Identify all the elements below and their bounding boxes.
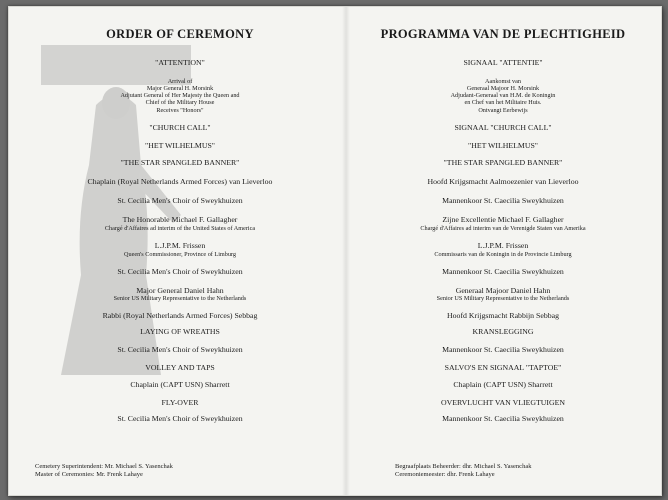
ceremony-item-text: Zijne Excellentie Michael F. Gallagher [442, 214, 564, 224]
ceremony-item-subtext: Aankomst van [485, 77, 521, 85]
ceremony-item-text: VOLLEY AND TAPS [145, 362, 215, 372]
ceremony-item-text: St. Cecilia Men's Choir of Sweykhuizen [117, 196, 243, 205]
ceremony-item [21, 159, 339, 168]
ceremony-item-text: "ATTENTION" [155, 58, 205, 67]
ceremony-item-text: L.J.P.M. Frissen [154, 240, 206, 250]
ceremony-item [353, 78, 653, 114]
ceremony-item-text: SIGNAAL "CHURCH CALL" [454, 122, 552, 132]
ceremony-item-subtext: Queen's Commissioner, Province of Limburg [124, 250, 236, 258]
ceremony-item-text: St. Cecilia Men's Choir of Sweykhuizen [117, 414, 243, 424]
ceremony-item [21, 312, 339, 321]
ceremony-item-text: SIGNAAL "ATTENTIE" [463, 58, 543, 67]
left-footer [35, 463, 173, 479]
ceremony-item-subtext: Receives "Honors" [156, 106, 204, 114]
ceremony-item-text: L.J.P.M. Frissen [477, 240, 529, 250]
ceremony-item-subtext: Senior US Military Representative to the Netherlands [436, 295, 570, 303]
right-page [353, 7, 653, 495]
ceremony-item [21, 415, 339, 424]
ceremoniemeester-line: Ceremoniemeester: dhr. Frenk Lahaye [395, 471, 495, 478]
ceremony-item [353, 178, 653, 187]
ceremony-item-text: Mannenkoor St. Caecilia Sweykhuizen [442, 266, 564, 276]
ceremony-item [21, 381, 339, 390]
right-footer [395, 463, 531, 479]
ceremony-item-text: Chaplain (Royal Netherlands Armed Forces) van Lieverloo [87, 177, 273, 187]
ceremony-item-text: OVERVLUCHT VAN VLIEGTUIGEN [441, 397, 565, 407]
ceremony-item [353, 346, 653, 355]
ceremony-item [21, 197, 339, 206]
programma-title: PROGRAMMA VAN DE PLECHTIGHEID [380, 27, 626, 41]
ceremony-item [21, 142, 339, 151]
ceremony-item-subtext: Major General H. Morsink [146, 85, 214, 92]
ceremony-item-text: KRANSLEGGING [472, 327, 534, 337]
left-page [21, 7, 339, 495]
ceremony-item [353, 124, 653, 133]
ceremony-item-text: St. Cecilia Men's Choir of Sweykhuizen [117, 266, 243, 276]
ceremony-item-text: Generaal Majoor Daniel Hahn [455, 285, 551, 295]
ceremony-item-text: Mannenkoor St. Caecilia Sweykhuizen [442, 196, 564, 205]
ceremony-item [353, 415, 653, 424]
ceremony-item [353, 328, 653, 337]
ceremony-item-subtext: Chargé d'Affaires ad interim van de Verenigde Staten van Amerika [420, 224, 586, 232]
ceremony-item [353, 59, 653, 68]
cemetery-superintendent-line: Cemetery Superintendent: Mr. Michael S. Yasenchak [35, 463, 173, 470]
ceremony-item [21, 178, 339, 187]
left-ceremony-list [21, 59, 339, 424]
ceremony-item-text: Hoofd Krijgsmacht Rabbijn Sebbag [447, 310, 559, 320]
ceremony-item [353, 242, 653, 258]
ceremony-item-text: Hoofd Krijgsmacht Aalmoezenier van Lieverloo [427, 177, 579, 187]
program-spread [8, 6, 662, 496]
ceremony-item [353, 142, 653, 151]
ceremony-item-text: "THE STAR SPANGLED BANNER" [120, 158, 240, 168]
master-of-ceremonies-line: Master of Ceremonies: Mr. Frenk Lahaye [35, 471, 143, 478]
ceremony-item [353, 287, 653, 303]
ceremony-item-text: Chaplain (CAPT USN) Sharrett [130, 379, 230, 389]
ceremony-item-text: Major General Daniel Hahn [136, 285, 224, 295]
ceremony-item-subtext: Arrival of [167, 77, 193, 85]
ceremony-item-text: Mannenkoor St. Caecilia Sweykhuizen [442, 414, 564, 424]
ceremony-item [21, 287, 339, 303]
ceremony-item [353, 364, 653, 373]
ceremony-item-subtext: Adjutant General of Her Majesty the Queen and [120, 92, 240, 100]
order-of-ceremony-title: ORDER OF CEREMONY [106, 27, 254, 41]
begraafplaats-beheerder-line: Begraafplaats Beheerder: dhr. Michael S. Yasenchak [395, 463, 532, 470]
ceremony-item-subtext: Adjudant-Generaal van H.M. de Koningin [450, 92, 556, 100]
ceremony-item-subtext: Senior US Military Representative to the Netherlands [113, 295, 247, 303]
ceremony-item-text: "HET WILHELMUS" [468, 140, 538, 150]
ceremony-item [353, 159, 653, 168]
ceremony-item [353, 399, 653, 408]
ceremony-item [353, 216, 653, 232]
ceremony-item-text: Chaplain (CAPT USN) Sharrett [453, 379, 553, 389]
ceremony-item [21, 124, 339, 133]
right-ceremony-list [353, 59, 653, 424]
ceremony-item [21, 399, 339, 408]
ceremony-item [21, 268, 339, 277]
ceremony-item-subtext: Commissaris van de Koningin in de Provincie Limburg [434, 250, 572, 258]
ceremony-item-subtext: Ontvangt Eerbewijs [478, 106, 528, 114]
ceremony-item [21, 216, 339, 232]
ceremony-item-text: FLY-OVER [161, 397, 199, 407]
ceremony-item-subtext: Chargé d'Affaires ad interim of the United States of America [104, 224, 256, 232]
ceremony-item-text: "THE STAR SPANGLED BANNER" [443, 158, 563, 168]
ceremony-item [21, 59, 339, 68]
ceremony-item-text: LAYING OF WREATHS [140, 327, 220, 337]
ceremony-item-subtext: en Chef van het Militaire Huis. [464, 99, 542, 107]
ceremony-item-text: "HET WILHELMUS" [145, 140, 215, 150]
ceremony-item-text: SALVO'S EN SIGNAAL "TAPTOE" [444, 362, 562, 372]
ceremony-item [21, 242, 339, 258]
ceremony-item-subtext: Chief of the Military House [145, 99, 215, 107]
ceremony-item [353, 197, 653, 206]
ceremony-item-text: Rabbi (Royal Netherlands Armed Forces) Sebbag [102, 310, 258, 320]
ceremony-item [21, 364, 339, 373]
ceremony-item-text: Mannenkoor St. Caecilia Sweykhuizen [442, 345, 564, 355]
ceremony-item-text: St. Cecilia Men's Choir of Sweykhuizen [117, 345, 243, 355]
ceremony-item-subtext: Generaal Majoor H. Morsink [466, 85, 540, 92]
ceremony-item [21, 328, 339, 337]
center-fold [342, 7, 350, 495]
ceremony-item-text: The Honorable Michael F. Gallagher [122, 214, 238, 224]
ceremony-item [353, 312, 653, 321]
ceremony-item [353, 381, 653, 390]
ceremony-item [21, 346, 339, 355]
ceremony-item [21, 78, 339, 114]
ceremony-item [353, 268, 653, 277]
ceremony-item-text: "CHURCH CALL" [149, 122, 211, 132]
